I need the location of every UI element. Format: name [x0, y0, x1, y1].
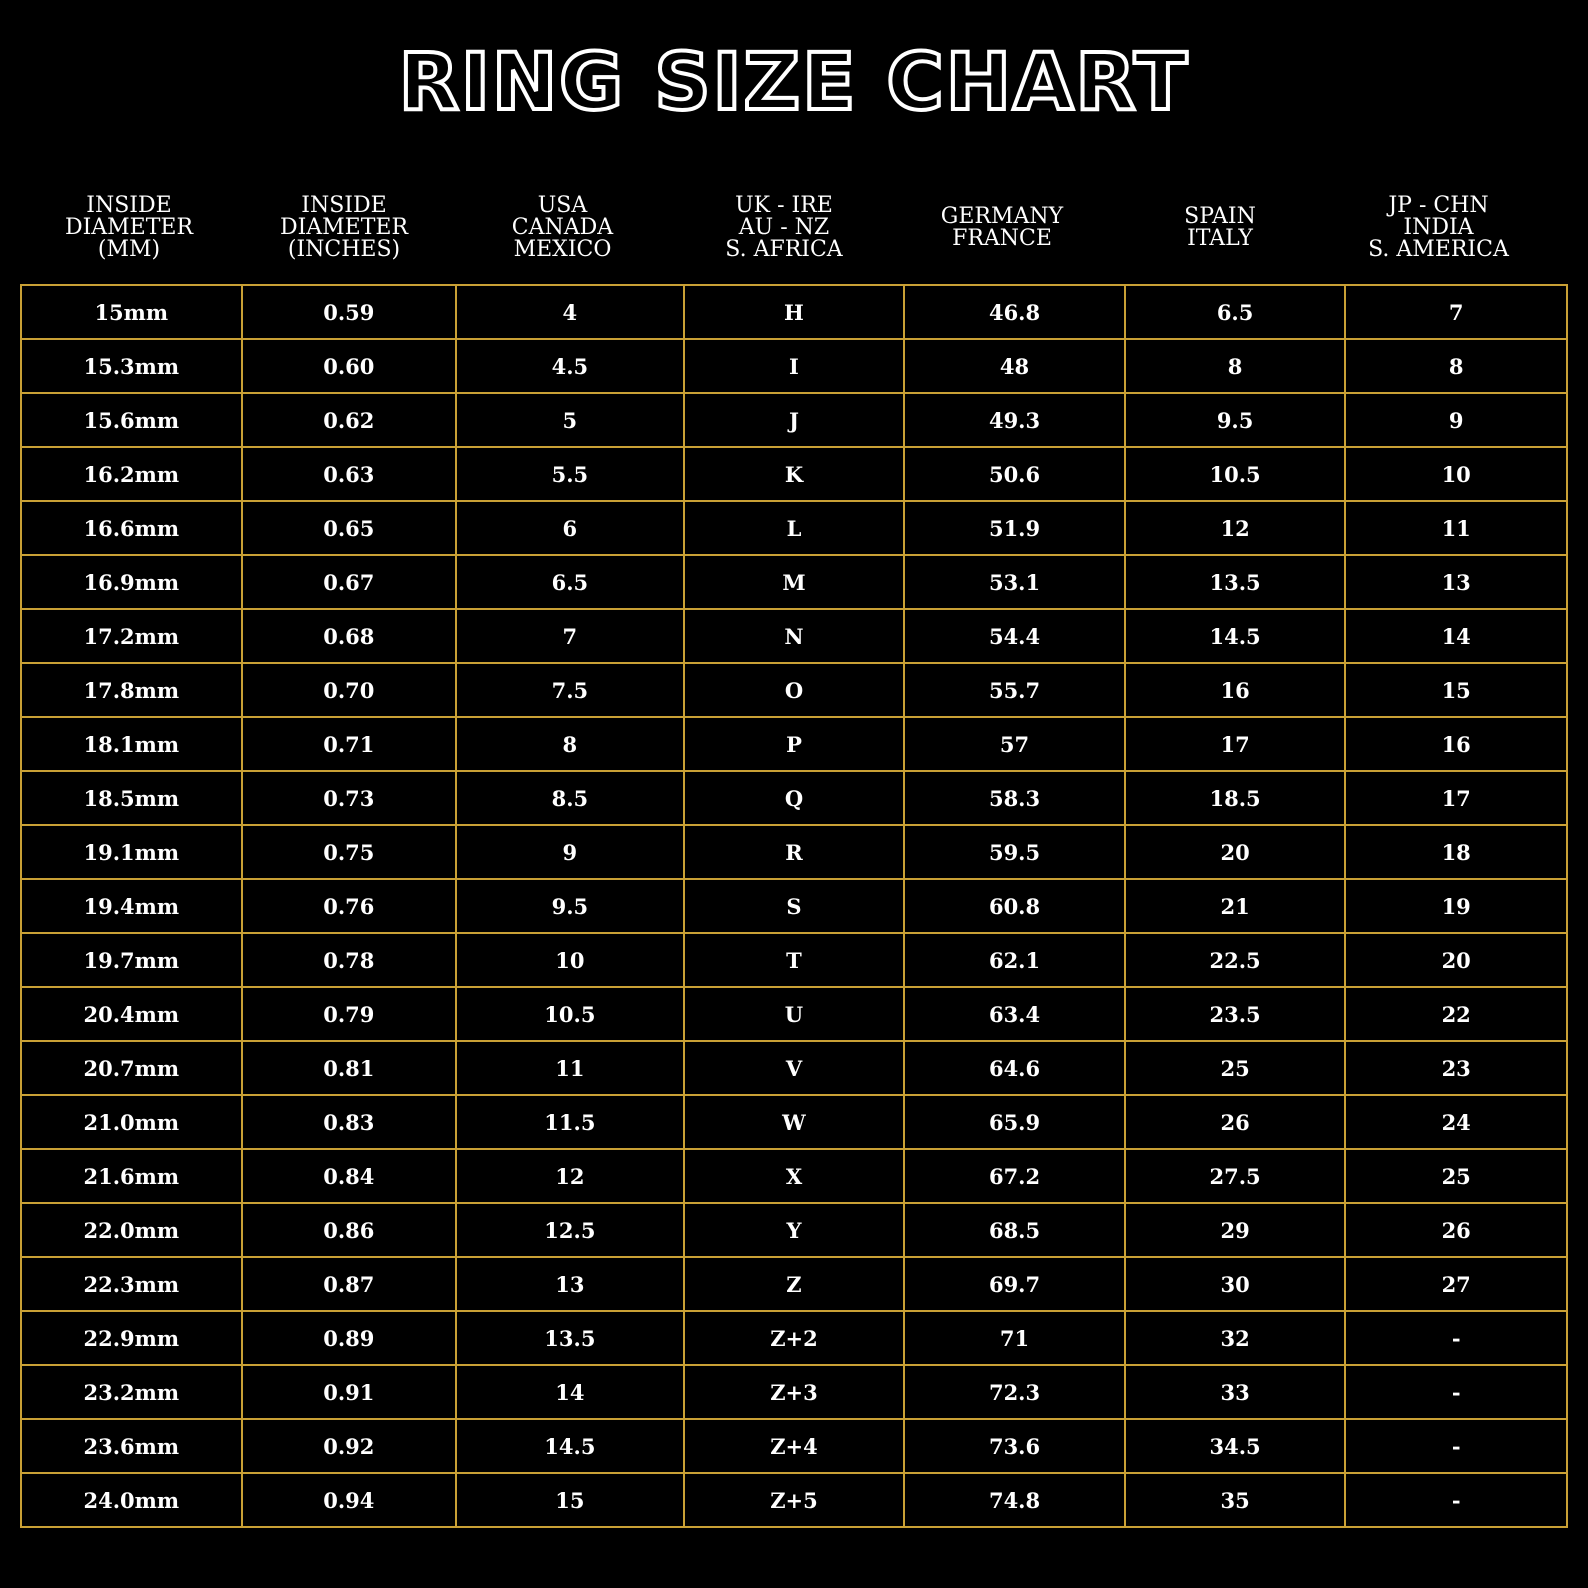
table-row — [21, 1041, 1567, 1095]
table-cell-spain-italy: 20 — [1125, 825, 1346, 879]
table-cell-inside-diameter-inches: 0.92 — [242, 1419, 456, 1473]
table-cell-jp-chn-india-s-america: 9 — [1345, 393, 1567, 447]
table-cell-germany-france: 46.8 — [904, 285, 1125, 339]
table-cell-uk-ire-au-nz-s-africa: P — [684, 717, 905, 771]
table-cell-inside-diameter-inches: 0.91 — [242, 1365, 456, 1419]
table-cell-jp-chn-india-s-america: 25 — [1345, 1149, 1567, 1203]
column-header-line: S. AMERICA — [1368, 237, 1509, 262]
table-cell-uk-ire-au-nz-s-africa: Z+4 — [684, 1419, 905, 1473]
chart-title: RING SIZE CHART — [398, 38, 1190, 128]
column-header-line: UK - IRE — [735, 193, 833, 218]
table-cell-inside-diameter-inches: 0.81 — [242, 1041, 456, 1095]
table-cell-uk-ire-au-nz-s-africa: U — [684, 987, 905, 1041]
table-cell-usa-canada-mexico: 8.5 — [456, 771, 684, 825]
table-cell-inside-diameter-mm: 17.2mm — [21, 609, 242, 663]
table-cell-germany-france: 51.9 — [904, 501, 1125, 555]
table-cell-usa-canada-mexico: 12 — [456, 1149, 684, 1203]
table-row — [21, 1419, 1567, 1473]
column-header-jp-chn-india-s-america — [1329, 188, 1548, 268]
column-header-inside-diameter-mm — [20, 188, 238, 268]
table-header — [20, 188, 1568, 268]
table-cell-inside-diameter-mm: 23.6mm — [21, 1419, 242, 1473]
table-cell-spain-italy: 21 — [1125, 879, 1346, 933]
table-cell-jp-chn-india-s-america: 10 — [1345, 447, 1567, 501]
table-cell-inside-diameter-inches: 0.75 — [242, 825, 456, 879]
table-cell-jp-chn-india-s-america: 14 — [1345, 609, 1567, 663]
column-header-line: INSIDE — [301, 193, 387, 218]
table-cell-inside-diameter-inches: 0.67 — [242, 555, 456, 609]
column-header-line: CANADA — [511, 215, 614, 240]
table-cell-inside-diameter-inches: 0.79 — [242, 987, 456, 1041]
table-cell-jp-chn-india-s-america: 23 — [1345, 1041, 1567, 1095]
table-cell-germany-france: 50.6 — [904, 447, 1125, 501]
table-cell-spain-italy: 9.5 — [1125, 393, 1346, 447]
table-cell-germany-france: 73.6 — [904, 1419, 1125, 1473]
table-cell-jp-chn-india-s-america: 19 — [1345, 879, 1567, 933]
table-cell-germany-france: 69.7 — [904, 1257, 1125, 1311]
table-cell-uk-ire-au-nz-s-africa: Z — [684, 1257, 905, 1311]
column-header-uk-ire-au-nz-s-africa — [675, 188, 893, 268]
table-row — [21, 987, 1567, 1041]
column-header-line: JP - CHN — [1388, 193, 1489, 218]
table-cell-germany-france: 71 — [904, 1311, 1125, 1365]
table-cell-spain-italy: 29 — [1125, 1203, 1346, 1257]
table-cell-germany-france: 53.1 — [904, 555, 1125, 609]
column-header-line: USA — [537, 193, 588, 218]
table-cell-spain-italy: 35 — [1125, 1473, 1346, 1527]
table-cell-spain-italy: 23.5 — [1125, 987, 1346, 1041]
table-cell-inside-diameter-mm: 15mm — [21, 285, 242, 339]
table-cell-inside-diameter-inches: 0.63 — [242, 447, 456, 501]
table-cell-uk-ire-au-nz-s-africa: W — [684, 1095, 905, 1149]
table-cell-spain-italy: 6.5 — [1125, 285, 1346, 339]
table-cell-jp-chn-india-s-america: 20 — [1345, 933, 1567, 987]
table-cell-inside-diameter-mm: 16.9mm — [21, 555, 242, 609]
table-cell-inside-diameter-inches: 0.76 — [242, 879, 456, 933]
table-row — [21, 771, 1567, 825]
table-cell-inside-diameter-inches: 0.59 — [242, 285, 456, 339]
table-row — [21, 393, 1567, 447]
table-cell-usa-canada-mexico: 13.5 — [456, 1311, 684, 1365]
table-cell-spain-italy: 33 — [1125, 1365, 1346, 1419]
table-cell-spain-italy: 22.5 — [1125, 933, 1346, 987]
column-header-line: INSIDE — [86, 193, 172, 218]
table-cell-uk-ire-au-nz-s-africa: T — [684, 933, 905, 987]
table-cell-uk-ire-au-nz-s-africa: N — [684, 609, 905, 663]
table-row — [21, 609, 1567, 663]
table-cell-usa-canada-mexico: 9.5 — [456, 879, 684, 933]
table-cell-jp-chn-india-s-america: - — [1345, 1473, 1567, 1527]
table-row — [21, 1473, 1567, 1527]
table-cell-inside-diameter-inches: 0.65 — [242, 501, 456, 555]
table-cell-usa-canada-mexico: 11 — [456, 1041, 684, 1095]
table-cell-inside-diameter-mm: 16.6mm — [21, 501, 242, 555]
table-cell-inside-diameter-mm: 20.4mm — [21, 987, 242, 1041]
table-row — [21, 1365, 1567, 1419]
table-cell-jp-chn-india-s-america: - — [1345, 1311, 1567, 1365]
table-cell-inside-diameter-mm: 22.0mm — [21, 1203, 242, 1257]
table-cell-inside-diameter-mm: 15.3mm — [21, 339, 242, 393]
table-cell-jp-chn-india-s-america: 7 — [1345, 285, 1567, 339]
column-header-line: DIAMETER — [279, 215, 409, 240]
table-cell-germany-france: 48 — [904, 339, 1125, 393]
column-header-line: SPAIN — [1184, 204, 1256, 229]
table-cell-uk-ire-au-nz-s-africa: H — [684, 285, 905, 339]
table-row — [21, 1149, 1567, 1203]
table-cell-germany-france: 55.7 — [904, 663, 1125, 717]
table-cell-inside-diameter-inches: 0.73 — [242, 771, 456, 825]
table-cell-jp-chn-india-s-america: 22 — [1345, 987, 1567, 1041]
table-cell-spain-italy: 12 — [1125, 501, 1346, 555]
table-cell-jp-chn-india-s-america: - — [1345, 1365, 1567, 1419]
column-header-line: AU - NZ — [738, 215, 830, 240]
table-cell-jp-chn-india-s-america: 16 — [1345, 717, 1567, 771]
table-cell-germany-france: 63.4 — [904, 987, 1125, 1041]
table-row — [21, 555, 1567, 609]
table-cell-jp-chn-india-s-america: 15 — [1345, 663, 1567, 717]
table-cell-uk-ire-au-nz-s-africa: I — [684, 339, 905, 393]
table-cell-germany-france: 57 — [904, 717, 1125, 771]
table-cell-uk-ire-au-nz-s-africa: V — [684, 1041, 905, 1095]
column-header-line: S. AFRICA — [725, 237, 843, 262]
table-cell-usa-canada-mexico: 9 — [456, 825, 684, 879]
table-cell-uk-ire-au-nz-s-africa: Z+3 — [684, 1365, 905, 1419]
table-cell-uk-ire-au-nz-s-africa: X — [684, 1149, 905, 1203]
table-cell-inside-diameter-inches: 0.78 — [242, 933, 456, 987]
table-row — [21, 501, 1567, 555]
table-cell-spain-italy: 18.5 — [1125, 771, 1346, 825]
table-cell-inside-diameter-inches: 0.60 — [242, 339, 456, 393]
table-cell-inside-diameter-inches: 0.86 — [242, 1203, 456, 1257]
table-cell-uk-ire-au-nz-s-africa: S — [684, 879, 905, 933]
table-cell-usa-canada-mexico: 4 — [456, 285, 684, 339]
table-cell-inside-diameter-mm: 23.2mm — [21, 1365, 242, 1419]
column-header-germany-france — [893, 188, 1111, 268]
table-cell-germany-france: 67.2 — [904, 1149, 1125, 1203]
table-cell-germany-france: 62.1 — [904, 933, 1125, 987]
table-cell-jp-chn-india-s-america: 17 — [1345, 771, 1567, 825]
table-cell-usa-canada-mexico: 7 — [456, 609, 684, 663]
table-cell-inside-diameter-inches: 0.87 — [242, 1257, 456, 1311]
table-cell-jp-chn-india-s-america: 8 — [1345, 339, 1567, 393]
table-cell-inside-diameter-inches: 0.62 — [242, 393, 456, 447]
column-header-line: (INCHES) — [287, 237, 401, 262]
table-cell-inside-diameter-inches: 0.89 — [242, 1311, 456, 1365]
table-cell-usa-canada-mexico: 5.5 — [456, 447, 684, 501]
table-cell-inside-diameter-mm: 19.1mm — [21, 825, 242, 879]
table-cell-inside-diameter-mm: 24.0mm — [21, 1473, 242, 1527]
table-row — [21, 663, 1567, 717]
table-cell-spain-italy: 17 — [1125, 717, 1346, 771]
column-header-line: GERMANY — [940, 204, 1064, 229]
table-row — [21, 1203, 1567, 1257]
column-header-spain-italy — [1111, 188, 1329, 268]
table-cell-germany-france: 49.3 — [904, 393, 1125, 447]
table-cell-uk-ire-au-nz-s-africa: Q — [684, 771, 905, 825]
table-row — [21, 447, 1567, 501]
table-row — [21, 717, 1567, 771]
table-cell-spain-italy: 32 — [1125, 1311, 1346, 1365]
table-cell-jp-chn-india-s-america: 27 — [1345, 1257, 1567, 1311]
table-cell-usa-canada-mexico: 14 — [456, 1365, 684, 1419]
table-cell-usa-canada-mexico: 10 — [456, 933, 684, 987]
table-cell-jp-chn-india-s-america: 13 — [1345, 555, 1567, 609]
table-cell-usa-canada-mexico: 6 — [456, 501, 684, 555]
column-header-usa-canada-mexico — [450, 188, 675, 268]
table-cell-inside-diameter-inches: 0.83 — [242, 1095, 456, 1149]
table-cell-usa-canada-mexico: 11.5 — [456, 1095, 684, 1149]
column-header-line: FRANCE — [952, 226, 1052, 251]
table-cell-inside-diameter-mm: 16.2mm — [21, 447, 242, 501]
table-cell-inside-diameter-inches: 0.84 — [242, 1149, 456, 1203]
table-cell-spain-italy: 34.5 — [1125, 1419, 1346, 1473]
table-cell-uk-ire-au-nz-s-africa: Z+5 — [684, 1473, 905, 1527]
table-cell-spain-italy: 13.5 — [1125, 555, 1346, 609]
ring-size-table — [20, 284, 1568, 1528]
table-row — [21, 339, 1567, 393]
table-cell-uk-ire-au-nz-s-africa: Y — [684, 1203, 905, 1257]
table-cell-usa-canada-mexico: 6.5 — [456, 555, 684, 609]
table-cell-jp-chn-india-s-america: 11 — [1345, 501, 1567, 555]
table-cell-spain-italy: 16 — [1125, 663, 1346, 717]
table-cell-inside-diameter-inches: 0.94 — [242, 1473, 456, 1527]
table-cell-uk-ire-au-nz-s-africa: L — [684, 501, 905, 555]
column-header-line: DIAMETER — [64, 215, 194, 240]
table-cell-germany-france: 65.9 — [904, 1095, 1125, 1149]
table-row — [21, 933, 1567, 987]
table-row — [21, 1095, 1567, 1149]
table-cell-usa-canada-mexico: 12.5 — [456, 1203, 684, 1257]
table-cell-usa-canada-mexico: 14.5 — [456, 1419, 684, 1473]
table-cell-uk-ire-au-nz-s-africa: O — [684, 663, 905, 717]
table-cell-jp-chn-india-s-america: 18 — [1345, 825, 1567, 879]
table-cell-inside-diameter-inches: 0.68 — [242, 609, 456, 663]
table-cell-germany-france: 68.5 — [904, 1203, 1125, 1257]
table-cell-spain-italy: 27.5 — [1125, 1149, 1346, 1203]
table-cell-germany-france: 58.3 — [904, 771, 1125, 825]
table-row — [21, 879, 1567, 933]
table-cell-usa-canada-mexico: 15 — [456, 1473, 684, 1527]
table-cell-inside-diameter-mm: 18.1mm — [21, 717, 242, 771]
table-row — [21, 825, 1567, 879]
table-row — [21, 285, 1567, 339]
table-cell-inside-diameter-inches: 0.71 — [242, 717, 456, 771]
table-cell-germany-france: 74.8 — [904, 1473, 1125, 1527]
table-cell-germany-france: 60.8 — [904, 879, 1125, 933]
table-cell-usa-canada-mexico: 8 — [456, 717, 684, 771]
table-cell-uk-ire-au-nz-s-africa: J — [684, 393, 905, 447]
table-cell-usa-canada-mexico: 4.5 — [456, 339, 684, 393]
column-header-line: MEXICO — [513, 237, 612, 262]
table-cell-inside-diameter-mm: 15.6mm — [21, 393, 242, 447]
table-cell-uk-ire-au-nz-s-africa: R — [684, 825, 905, 879]
column-header-line: (MM) — [97, 237, 161, 262]
table-cell-spain-italy: 10.5 — [1125, 447, 1346, 501]
table-cell-uk-ire-au-nz-s-africa: K — [684, 447, 905, 501]
table-cell-spain-italy: 14.5 — [1125, 609, 1346, 663]
table-row — [21, 1311, 1567, 1365]
table-cell-inside-diameter-inches: 0.70 — [242, 663, 456, 717]
table-cell-germany-france: 54.4 — [904, 609, 1125, 663]
table-cell-inside-diameter-mm: 21.0mm — [21, 1095, 242, 1149]
table-cell-usa-canada-mexico: 5 — [456, 393, 684, 447]
table-cell-germany-france: 59.5 — [904, 825, 1125, 879]
table-cell-uk-ire-au-nz-s-africa: Z+2 — [684, 1311, 905, 1365]
table-cell-inside-diameter-mm: 19.4mm — [21, 879, 242, 933]
table-cell-jp-chn-india-s-america: 26 — [1345, 1203, 1567, 1257]
table-cell-spain-italy: 8 — [1125, 339, 1346, 393]
table-cell-inside-diameter-mm: 22.9mm — [21, 1311, 242, 1365]
table-cell-jp-chn-india-s-america: - — [1345, 1419, 1567, 1473]
table-cell-spain-italy: 26 — [1125, 1095, 1346, 1149]
column-header-inside-diameter-inches — [238, 188, 450, 268]
table-cell-usa-canada-mexico: 10.5 — [456, 987, 684, 1041]
table-cell-inside-diameter-mm: 17.8mm — [21, 663, 242, 717]
table-cell-spain-italy: 30 — [1125, 1257, 1346, 1311]
table-cell-uk-ire-au-nz-s-africa: M — [684, 555, 905, 609]
table-cell-germany-france: 72.3 — [904, 1365, 1125, 1419]
table-row — [21, 1257, 1567, 1311]
table-cell-inside-diameter-mm: 19.7mm — [21, 933, 242, 987]
column-header-line: ITALY — [1187, 226, 1253, 251]
table-cell-inside-diameter-mm: 18.5mm — [21, 771, 242, 825]
table-cell-usa-canada-mexico: 7.5 — [456, 663, 684, 717]
table-cell-inside-diameter-mm: 20.7mm — [21, 1041, 242, 1095]
table-cell-usa-canada-mexico: 13 — [456, 1257, 684, 1311]
column-header-line: INDIA — [1403, 215, 1474, 240]
table-cell-spain-italy: 25 — [1125, 1041, 1346, 1095]
table-cell-jp-chn-india-s-america: 24 — [1345, 1095, 1567, 1149]
table-cell-inside-diameter-mm: 22.3mm — [21, 1257, 242, 1311]
table-cell-inside-diameter-mm: 21.6mm — [21, 1149, 242, 1203]
table-cell-germany-france: 64.6 — [904, 1041, 1125, 1095]
